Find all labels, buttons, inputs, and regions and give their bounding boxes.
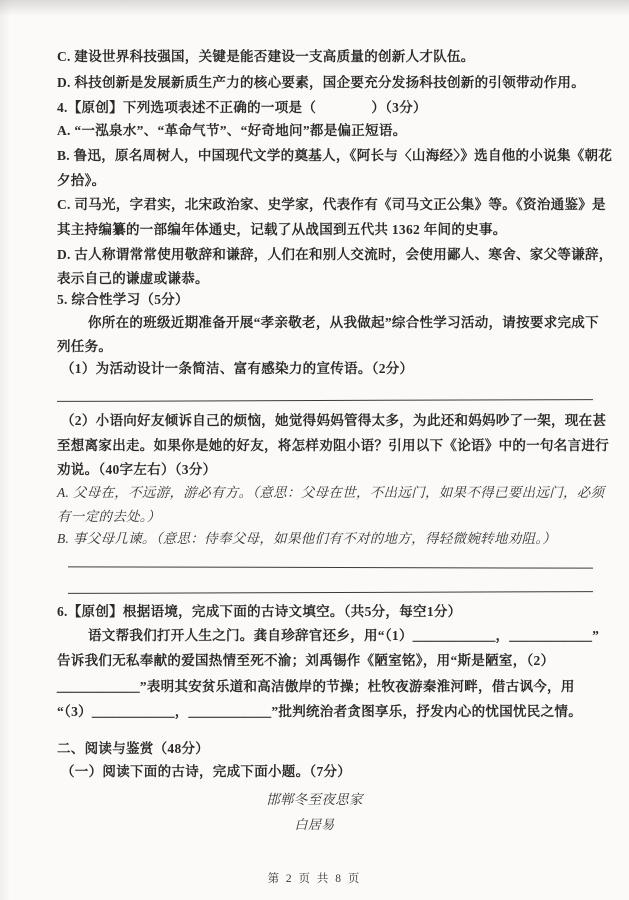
q5-quote-a-line2: 有一定的去处。） [57, 509, 161, 524]
q5-intro-line2: 列任务。 [57, 339, 113, 354]
q3-option-d: D. 科技创新是发展新质生产力的核心要素，国企要充分发扬科技创新的引领带动作用。 [57, 75, 585, 90]
q5-intro-line1: 你所在的班级近期准备开展“孝亲敬老，从我做起”综合性学习活动，请按要求完成下 [88, 315, 599, 330]
q5-part2-line3: 劝说。（40字左右）（3分） [57, 462, 217, 477]
q4-option-b-line1: B. 鲁迅，原名周树人，中国现代文学的奠基人，《阿长与〈山海经〉》选自他的小说集《朝花 [57, 148, 613, 163]
q5-part2-line2: 至想离家出走。如果你是她的好友，将怎样劝阻小语？引用以下《论语》中的一句名言进行 [57, 438, 609, 453]
answer-blank-line [68, 591, 593, 594]
page-footer: 第 2 页 共 8 页 [267, 873, 362, 885]
q6-line4: “（3）＿＿＿＿＿＿，＿＿＿＿＿＿”批判统治者贪图享乐，抒发内心的忧国忧民之情。 [57, 704, 582, 719]
q6-line2: 告诉我们无私奉献的爱国热情至死不渝；刘禹锡作《陋室铭》，用“斯是陋室，（2） [57, 653, 555, 668]
q4-option-d-line2: 表示自己的谦虚或谦恭。 [57, 271, 209, 286]
q4-stem: 4.【原创】下列选项表述不正确的一项是（ ）（3分） [57, 100, 427, 115]
q6-line3: ＿＿＿＿＿＿”表明其安贫乐道和高洁傲岸的节操；杜牧夜游秦淮河畔，借古讽今，用 [57, 679, 575, 694]
q4-option-a: A. “一泓泉水”、“革命气节”、“好奇地问”都是偏正短语。 [57, 123, 407, 138]
q5-heading: 5. 综合性学习（5分） [57, 292, 189, 307]
q4-option-b-line2: 夕拾》。 [57, 173, 106, 188]
q5-quote-a-line1: A. 父母在，不远游，游必有方。（意思：父母在世，不出远门，如果不得已要出远门，必须 [57, 485, 605, 500]
answer-blank-line [68, 566, 593, 568]
answer-blank-line [57, 399, 593, 402]
q4-option-d-line1: D. 古人称谓常常使用敬辞和谦辞，人们在和别人交流时，会使用鄙人、寒舍、家父等谦辞， [57, 247, 613, 262]
q4-option-c-line1: C. 司马光，字君实，北宋政治家、史学家，代表作有《司马文正公集》等。《资治通鉴》是 [57, 197, 606, 212]
q5-quote-b: B. 事父母几谏。（意思：侍奉父母，如果他们有不对的地方，得轻微婉转地劝阻。） [57, 531, 557, 546]
q5-part1-prompt: （1）为活动设计一条简洁、富有感染力的宣传语。（2分） [61, 361, 414, 376]
section2-sub-heading: （一）阅读下面的古诗，完成下面小题。（7分） [61, 764, 352, 779]
q6-line1: 语文帮我们打开人生之门。龚自珍辞官还乡，用“（1）＿＿＿＿＿＿，＿＿＿＿＿＿” [88, 628, 600, 643]
q3-option-c: C. 建设世界科技强国，关键是能否建设一支高质量的创新人才队伍。 [57, 49, 475, 64]
poem-title: 邯郸冬至夜思家 [266, 792, 363, 807]
section2-heading: 二、阅读与鉴赏（48分） [57, 741, 210, 756]
q6-stem: 6.【原创】根据语境，完成下面的古诗文填空。（共5分，每空1分） [57, 604, 462, 619]
q5-part2-line1: （2）小语向好友倾诉自己的烦恼，她觉得妈妈管得太多，为此还和妈妈吵了一架，现在甚 [61, 413, 607, 428]
q4-option-c-line2: 其主持编纂的一部编年体通史，记载了从战国到五代共 1362 年间的史事。 [57, 222, 507, 237]
poem-author: 白居易 [294, 817, 335, 832]
